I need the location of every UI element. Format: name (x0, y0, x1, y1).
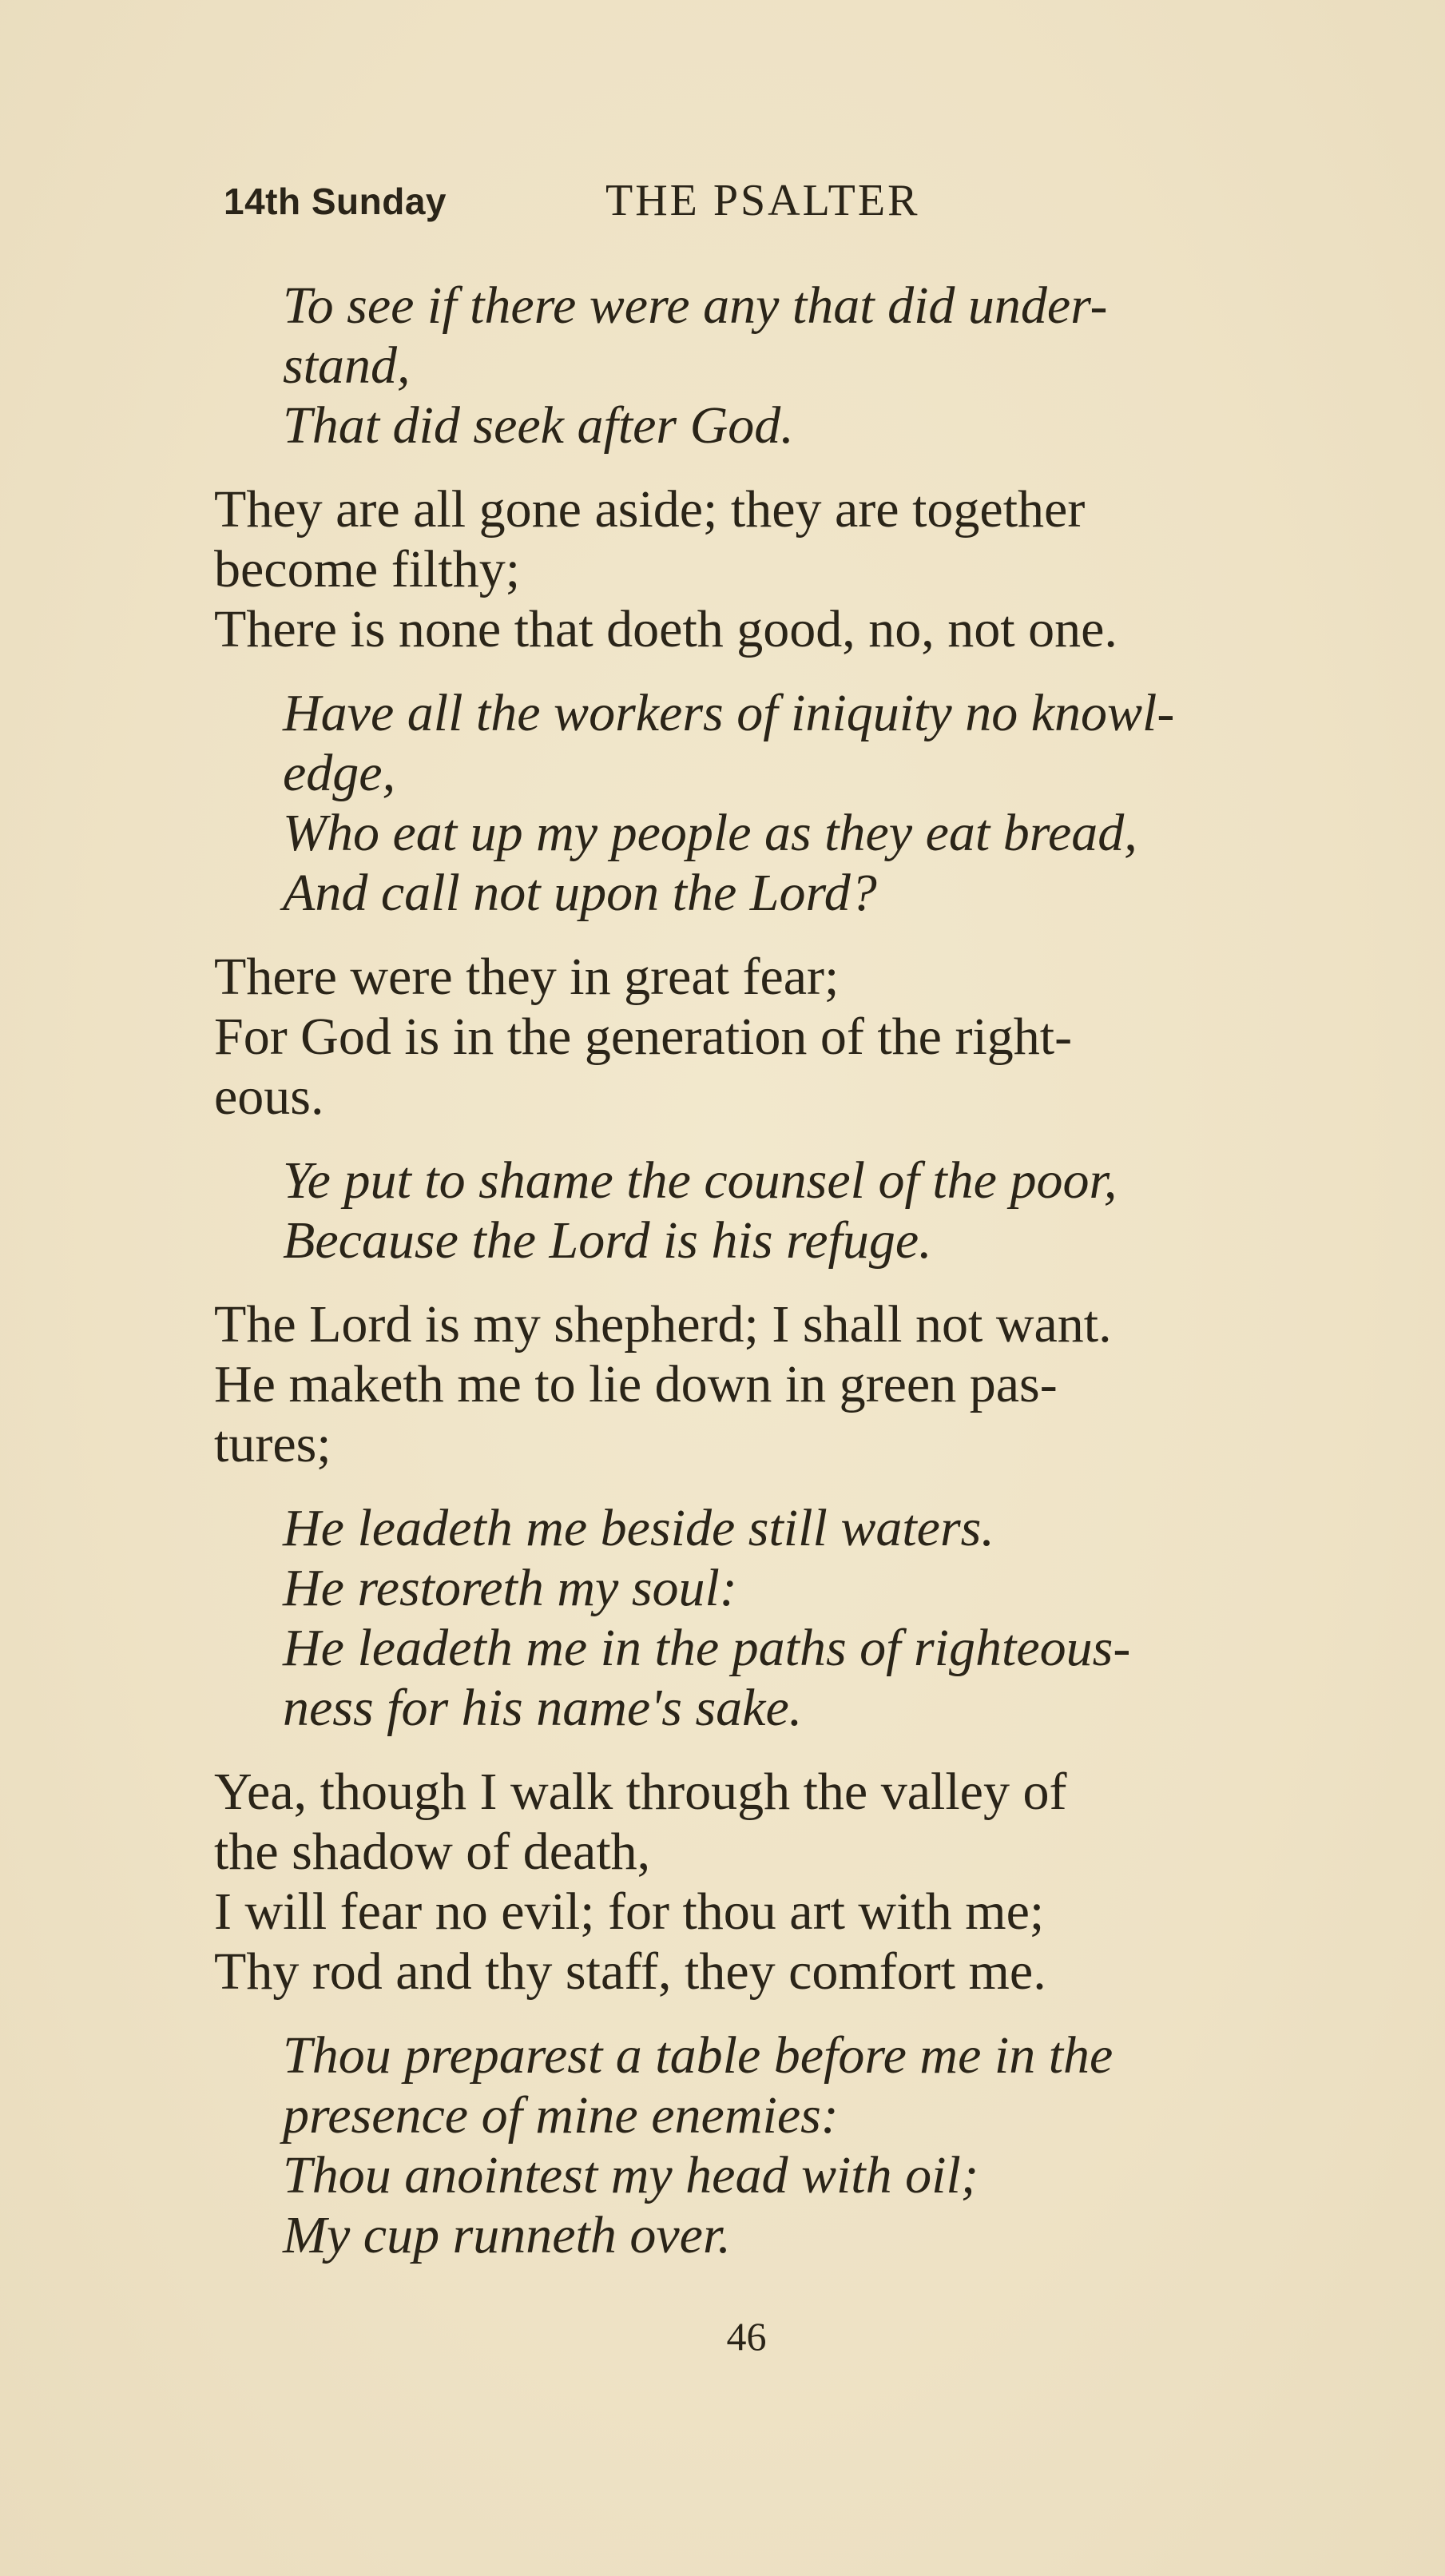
response-verse (214, 276, 1364, 455)
verse-line: There is none that doeth good, no, not one. (214, 600, 1117, 658)
verse-line: He restoreth my soul: (283, 1559, 737, 1617)
lead-verse (214, 479, 1364, 659)
verse-line: edge, (283, 744, 396, 802)
verse-line: Thou preparest a table before me in the (283, 2026, 1114, 2085)
response-verse (214, 1151, 1364, 1270)
verse-line: He maketh me to lie down in green pas- (214, 1355, 1058, 1413)
verse-line: He leadeth me beside still waters. (283, 1499, 994, 1557)
running-header (224, 176, 1262, 236)
verse-line: They are all gone aside; they are together (214, 480, 1086, 539)
psalter-text (214, 276, 1364, 2289)
running-head-title: THE PSALTER (605, 176, 920, 225)
verse-line: I will fear no evil; for thou art with me; (214, 1882, 1045, 1941)
lead-verse (214, 1762, 1364, 2002)
verse-line: ness for his name's sake. (283, 1679, 803, 1737)
verse-line: presence of mine enemies: (283, 2086, 839, 2145)
response-verse (214, 2025, 1364, 2265)
verse-line: And call not upon the Lord? (283, 864, 877, 922)
verse-line: There were they in great fear; (214, 948, 840, 1006)
verse-line: That did seek after God. (283, 396, 794, 455)
verse-line: For God is in the generation of the right- (214, 1008, 1073, 1066)
verse-line: stand, (283, 336, 411, 395)
response-verse (214, 683, 1364, 923)
verse-line: Who eat up my people as they eat bread, (283, 804, 1137, 862)
lead-verse (214, 947, 1364, 1127)
verse-line: become filthy; (214, 540, 521, 598)
verse-line: My cup runneth over. (283, 2206, 731, 2264)
verse-line: eous. (214, 1067, 324, 1126)
verse-line: He leadeth me in the paths of righteous- (283, 1619, 1131, 1677)
verse-line: the shadow of death, (214, 1823, 651, 1881)
page-number: 46 (726, 2314, 767, 2359)
verse-line: Ye put to shame the counsel of the poor, (283, 1151, 1117, 1210)
verse-line: Thou anointest my head with oil; (283, 2146, 979, 2204)
verse-line: Because the Lord is his refuge. (283, 1211, 932, 1270)
verse-line: The Lord is my shepherd; I shall not want. (214, 1295, 1112, 1354)
running-head-section: 14th Sunday (224, 181, 447, 222)
verse-line: Have all the workers of iniquity no knowl- (283, 684, 1175, 742)
verse-line: tures; (214, 1415, 331, 1473)
verse-line: Yea, though I walk through the valley of (214, 1763, 1067, 1821)
verse-line: To see if there were any that did under- (283, 276, 1108, 335)
verse-line: Thy rod and thy staff, they comfort me. (214, 1942, 1046, 2001)
lead-verse (214, 1294, 1364, 1474)
response-verse (214, 1498, 1364, 1738)
